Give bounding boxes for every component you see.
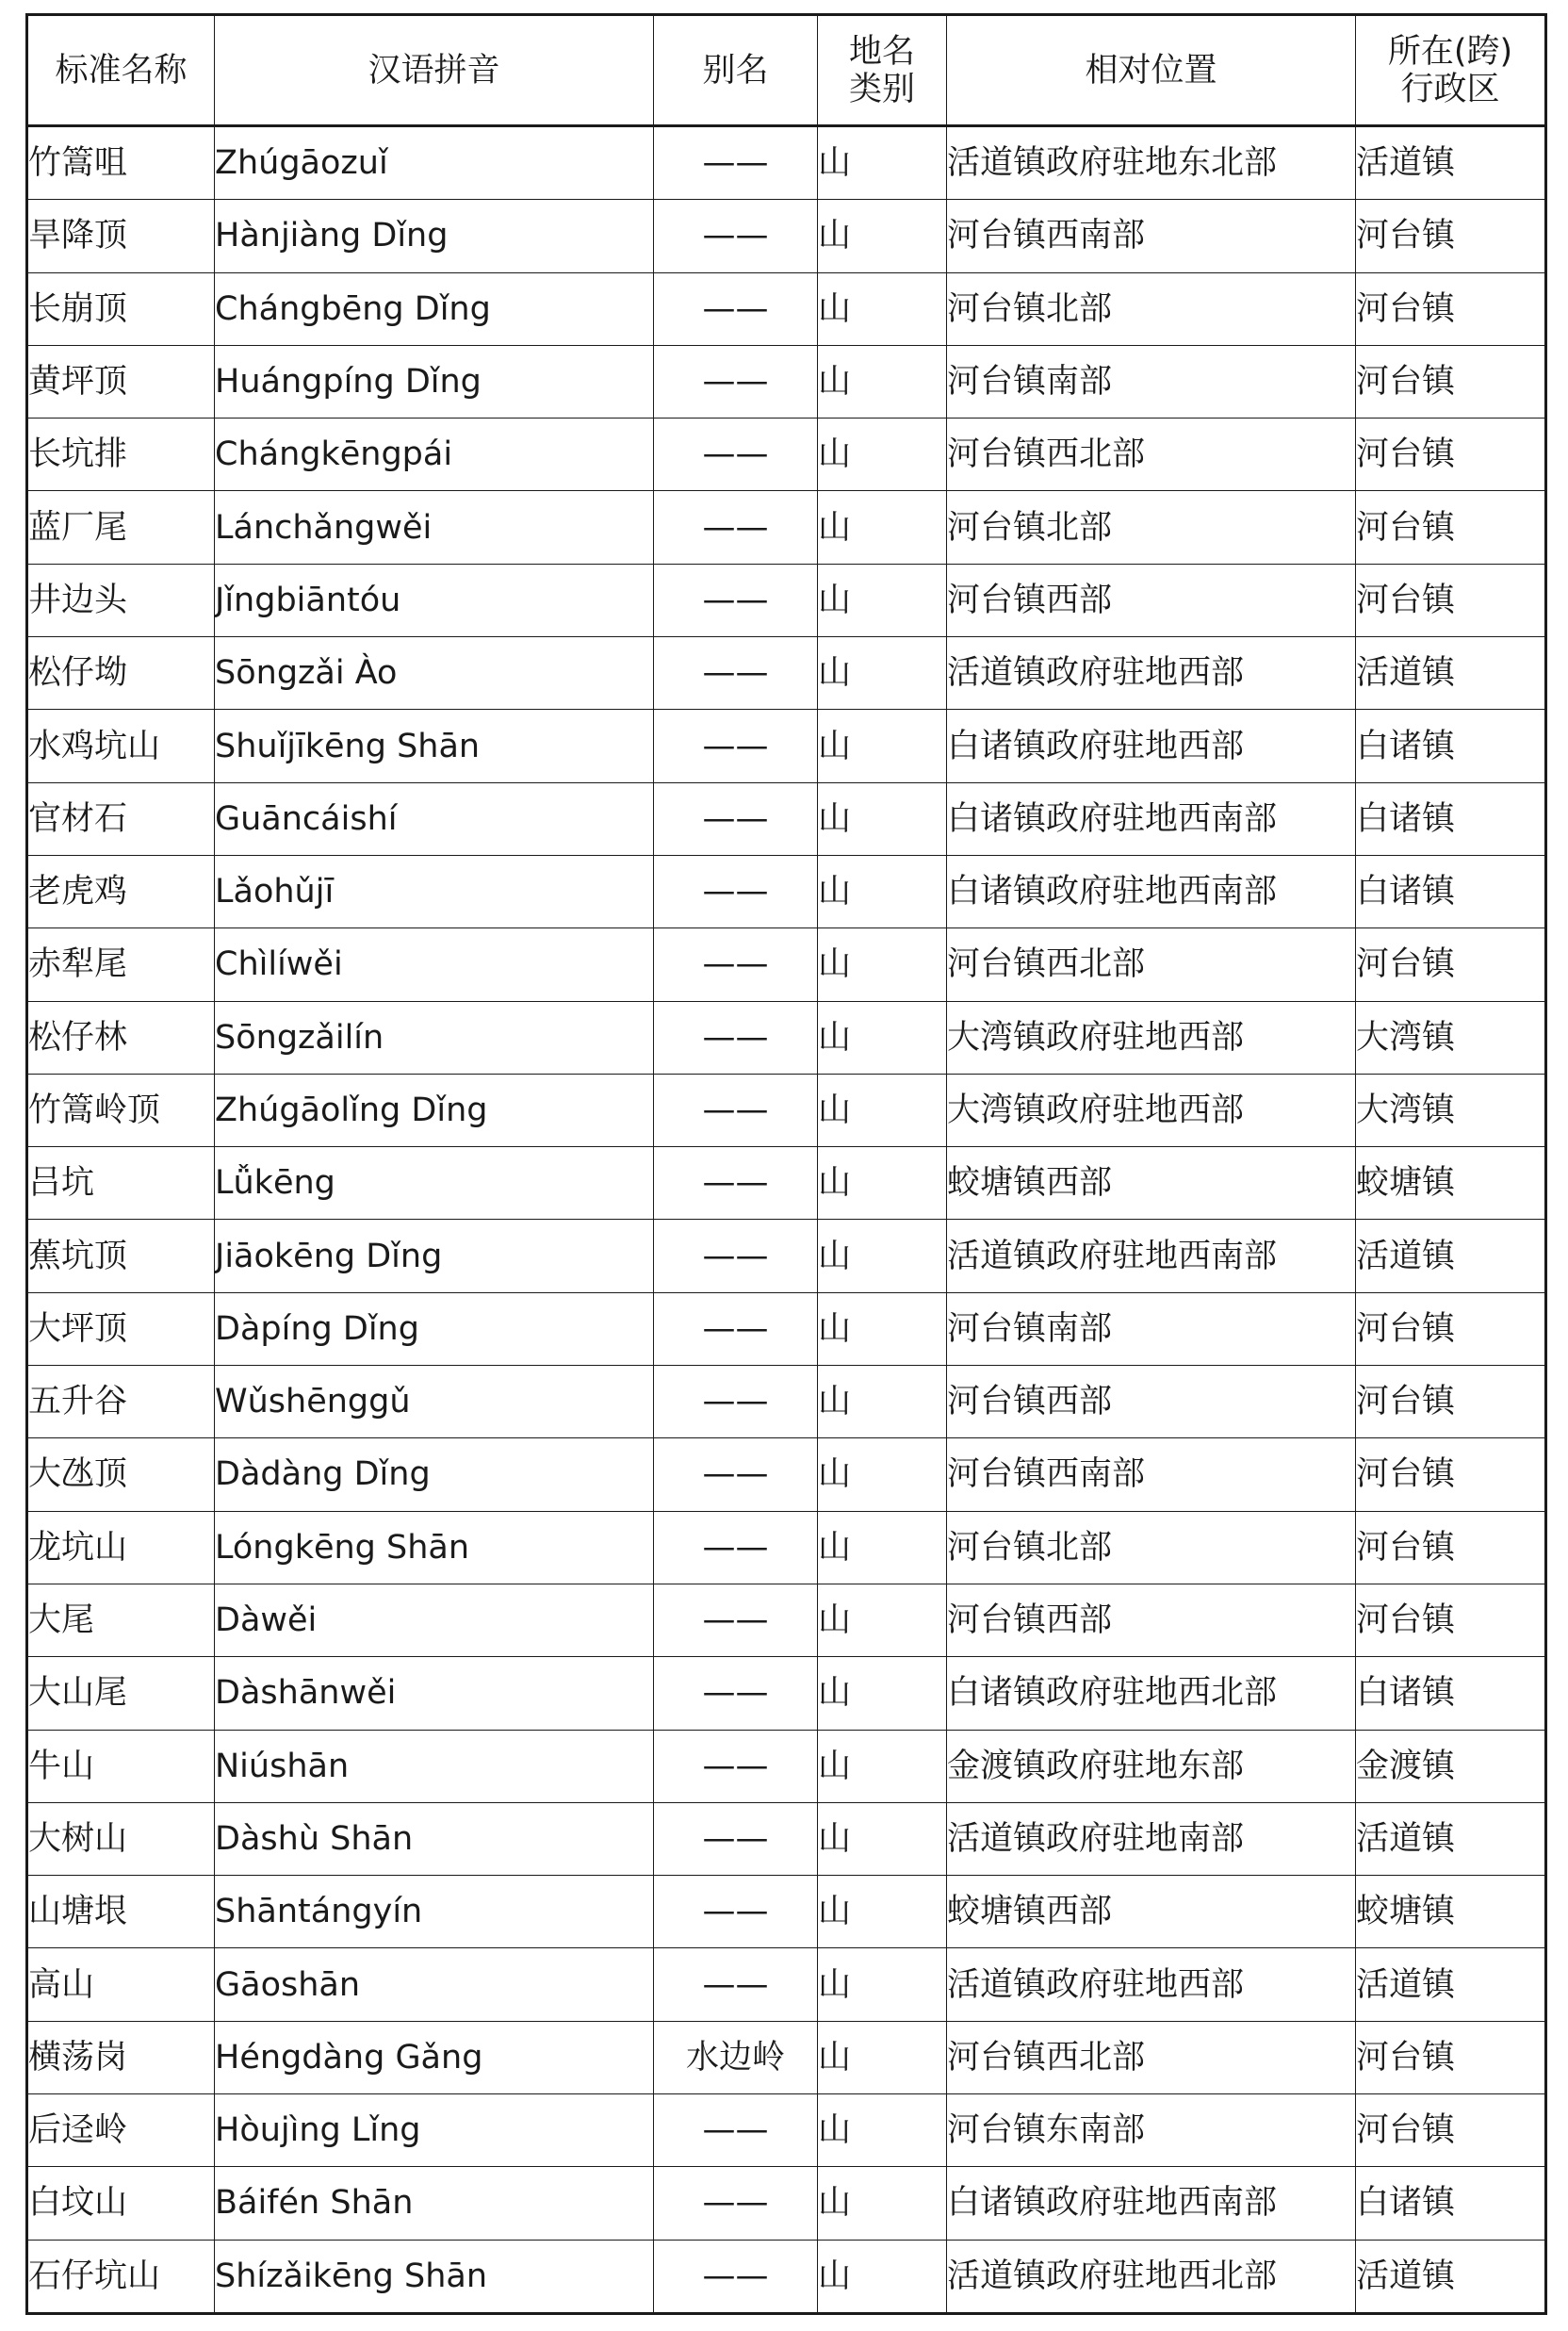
cell-alias: ——: [654, 1802, 818, 1875]
cell-standard-name: 大山尾: [27, 1657, 215, 1730]
table-row: [27, 782, 1546, 855]
cell-pinyin: Chángkēngpái: [215, 419, 654, 491]
cell-admin: 白诸镇: [1356, 782, 1546, 855]
header-pinyin: 汉语拼音: [215, 15, 654, 126]
cell-category: 山: [818, 1292, 947, 1365]
cell-pinyin: Sōngzǎi Ào: [215, 637, 654, 710]
cell-alias: ——: [654, 855, 818, 927]
cell-alias: ——: [654, 1001, 818, 1074]
cell-category: 山: [818, 855, 947, 927]
cell-standard-name: 水鸡坑山: [27, 710, 215, 782]
cell-location: 活道镇政府驻地南部: [947, 1802, 1356, 1875]
cell-admin: 河台镇: [1356, 491, 1546, 564]
table-row: [27, 1657, 1546, 1730]
table-row: [27, 491, 1546, 564]
table-body: [27, 126, 1546, 2314]
cell-admin: 河台镇: [1356, 1366, 1546, 1438]
cell-pinyin: Jiāokēng Dǐng: [215, 1220, 654, 1292]
cell-alias: ——: [654, 1584, 818, 1656]
cell-category: 山: [818, 782, 947, 855]
cell-location: 河台镇西部: [947, 1366, 1356, 1438]
table-row: [27, 1438, 1546, 1511]
table-row: [27, 855, 1546, 927]
table-row: [27, 1511, 1546, 1584]
cell-location: 河台镇西部: [947, 1584, 1356, 1656]
table-row: [27, 1366, 1546, 1438]
cell-location: 活道镇政府驻地西部: [947, 637, 1356, 710]
cell-alias: 水边岭: [654, 2021, 818, 2093]
cell-category: 山: [818, 2240, 947, 2313]
cell-admin: 河台镇: [1356, 1292, 1546, 1365]
table-row: [27, 564, 1546, 636]
header-category: [818, 15, 947, 126]
cell-admin: 河台镇: [1356, 200, 1546, 272]
cell-standard-name: 吕坑: [27, 1147, 215, 1220]
header-admin: [1356, 15, 1546, 126]
cell-alias: ——: [654, 1438, 818, 1511]
cell-alias: ——: [654, 419, 818, 491]
cell-category: 山: [818, 1001, 947, 1074]
cell-pinyin: Lóngkēng Shān: [215, 1511, 654, 1584]
cell-location: 河台镇南部: [947, 345, 1356, 418]
cell-admin: 大湾镇: [1356, 1001, 1546, 1074]
cell-standard-name: 龙坑山: [27, 1511, 215, 1584]
cell-pinyin: Lǎohǔjī: [215, 855, 654, 927]
cell-pinyin: Héngdàng Gǎng: [215, 2021, 654, 2093]
cell-category: 山: [818, 1948, 947, 2021]
cell-pinyin: Zhúgāolǐng Dǐng: [215, 1074, 654, 1146]
cell-category: 山: [818, 1147, 947, 1220]
table-row: [27, 1220, 1546, 1292]
cell-standard-name: 竹篙岭顶: [27, 1074, 215, 1146]
header-admin-line2: 行政区: [1400, 70, 1500, 108]
cell-category: 山: [818, 2021, 947, 2093]
cell-category: 山: [818, 126, 947, 200]
cell-category: 山: [818, 1657, 947, 1730]
cell-admin: 河台镇: [1356, 2094, 1546, 2167]
cell-location: 蛟塘镇西部: [947, 1147, 1356, 1220]
cell-alias: ——: [654, 2240, 818, 2313]
cell-alias: ——: [654, 200, 818, 272]
cell-location: 河台镇北部: [947, 272, 1356, 345]
cell-location: 活道镇政府驻地西南部: [947, 1220, 1356, 1292]
cell-standard-name: 蓝厂尾: [27, 491, 215, 564]
cell-pinyin: Hànjiàng Dǐng: [215, 200, 654, 272]
cell-category: 山: [818, 345, 947, 418]
cell-admin: 河台镇: [1356, 345, 1546, 418]
cell-standard-name: 官材石: [27, 782, 215, 855]
cell-category: 山: [818, 710, 947, 782]
table-row: [27, 1001, 1546, 1074]
cell-location: 河台镇西部: [947, 564, 1356, 636]
table-row: [27, 1802, 1546, 1875]
cell-location: 河台镇西北部: [947, 2021, 1356, 2093]
header-admin-line1: 所在(跨): [1387, 32, 1513, 71]
cell-alias: ——: [654, 1220, 818, 1292]
table-row: [27, 1292, 1546, 1365]
table-row: [27, 2167, 1546, 2240]
table-row: [27, 126, 1546, 200]
cell-pinyin: Dàwěi: [215, 1584, 654, 1656]
cell-admin: 河台镇: [1356, 1438, 1546, 1511]
cell-location: 白诸镇政府驻地西北部: [947, 1657, 1356, 1730]
cell-category: 山: [818, 564, 947, 636]
header-standard-name: 标准名称: [27, 15, 215, 126]
cell-pinyin: Huángpíng Dǐng: [215, 345, 654, 418]
cell-location: 金渡镇政府驻地东部: [947, 1730, 1356, 1802]
cell-location: 活道镇政府驻地西部: [947, 1948, 1356, 2021]
cell-admin: 白诸镇: [1356, 710, 1546, 782]
cell-standard-name: 竹篙咀: [27, 126, 215, 200]
cell-admin: 金渡镇: [1356, 1730, 1546, 1802]
cell-admin: 河台镇: [1356, 419, 1546, 491]
cell-standard-name: 大尾: [27, 1584, 215, 1656]
table-row: [27, 272, 1546, 345]
cell-alias: ——: [654, 1876, 818, 1948]
header-location: 相对位置: [947, 15, 1356, 126]
cell-standard-name: 五升谷: [27, 1366, 215, 1438]
cell-standard-name: 长崩顶: [27, 272, 215, 345]
cell-category: 山: [818, 2094, 947, 2167]
cell-category: 山: [818, 1584, 947, 1656]
cell-category: 山: [818, 1511, 947, 1584]
cell-standard-name: 大坪顶: [27, 1292, 215, 1365]
cell-location: 白诸镇政府驻地西南部: [947, 2167, 1356, 2240]
cell-pinyin: Gāoshān: [215, 1948, 654, 2021]
cell-admin: 白诸镇: [1356, 855, 1546, 927]
cell-category: 山: [818, 637, 947, 710]
cell-location: 白诸镇政府驻地西部: [947, 710, 1356, 782]
cell-category: 山: [818, 419, 947, 491]
cell-alias: ——: [654, 345, 818, 418]
cell-pinyin: Hòujìng Lǐng: [215, 2094, 654, 2167]
cell-category: 山: [818, 1802, 947, 1875]
cell-pinyin: Chìlíwěi: [215, 928, 654, 1001]
cell-location: 大湾镇政府驻地西部: [947, 1001, 1356, 1074]
cell-admin: 活道镇: [1356, 2240, 1546, 2313]
cell-category: 山: [818, 928, 947, 1001]
cell-pinyin: Dàshù Shān: [215, 1802, 654, 1875]
cell-pinyin: Chángbēng Dǐng: [215, 272, 654, 345]
cell-admin: 大湾镇: [1356, 1074, 1546, 1146]
cell-admin: 河台镇: [1356, 272, 1546, 345]
cell-pinyin: Shāntángyín: [215, 1876, 654, 1948]
cell-admin: 活道镇: [1356, 1948, 1546, 2021]
cell-location: 白诸镇政府驻地西南部: [947, 782, 1356, 855]
cell-location: 河台镇东南部: [947, 2094, 1356, 2167]
cell-alias: ——: [654, 1730, 818, 1802]
cell-alias: ——: [654, 2094, 818, 2167]
cell-pinyin: Dàdàng Dǐng: [215, 1438, 654, 1511]
table-row: [27, 1074, 1546, 1146]
cell-alias: ——: [654, 491, 818, 564]
cell-location: 河台镇北部: [947, 1511, 1356, 1584]
cell-admin: 河台镇: [1356, 2021, 1546, 2093]
cell-admin: 河台镇: [1356, 928, 1546, 1001]
cell-pinyin: Wǔshēnggǔ: [215, 1366, 654, 1438]
cell-standard-name: 大树山: [27, 1802, 215, 1875]
cell-location: 河台镇南部: [947, 1292, 1356, 1365]
header-category-line2: 类别: [848, 70, 915, 108]
cell-admin: 活道镇: [1356, 1802, 1546, 1875]
table-row: [27, 2094, 1546, 2167]
cell-location: 大湾镇政府驻地西部: [947, 1074, 1356, 1146]
cell-category: 山: [818, 1730, 947, 1802]
cell-standard-name: 松仔林: [27, 1001, 215, 1074]
cell-admin: 河台镇: [1356, 564, 1546, 636]
cell-pinyin: Niúshān: [215, 1730, 654, 1802]
cell-location: 河台镇西南部: [947, 200, 1356, 272]
cell-category: 山: [818, 1438, 947, 1511]
cell-category: 山: [818, 200, 947, 272]
table-row: [27, 1147, 1546, 1220]
cell-alias: ——: [654, 1511, 818, 1584]
cell-pinyin: Lánchǎngwěi: [215, 491, 654, 564]
cell-pinyin: Dàpíng Dǐng: [215, 1292, 654, 1365]
cell-alias: ——: [654, 272, 818, 345]
cell-standard-name: 长坑排: [27, 419, 215, 491]
table-row: [27, 2021, 1546, 2093]
cell-standard-name: 蕉坑顶: [27, 1220, 215, 1292]
cell-standard-name: 井边头: [27, 564, 215, 636]
table-row: [27, 637, 1546, 710]
cell-pinyin: Shuǐjīkēng Shān: [215, 710, 654, 782]
table-row: [27, 2240, 1546, 2313]
cell-location: 活道镇政府驻地西北部: [947, 2240, 1356, 2313]
cell-pinyin: Zhúgāozuǐ: [215, 126, 654, 200]
cell-standard-name: 大氹顶: [27, 1438, 215, 1511]
cell-admin: 河台镇: [1356, 1511, 1546, 1584]
table-header: [27, 15, 1546, 126]
table-row: [27, 1584, 1546, 1656]
cell-location: 河台镇北部: [947, 491, 1356, 564]
cell-category: 山: [818, 2167, 947, 2240]
cell-alias: ——: [654, 1948, 818, 2021]
cell-standard-name: 白坟山: [27, 2167, 215, 2240]
cell-standard-name: 牛山: [27, 1730, 215, 1802]
cell-alias: ——: [654, 710, 818, 782]
table-row: [27, 710, 1546, 782]
cell-standard-name: 石仔坑山: [27, 2240, 215, 2313]
cell-alias: ——: [654, 928, 818, 1001]
cell-standard-name: 老虎鸡: [27, 855, 215, 927]
cell-alias: ——: [654, 782, 818, 855]
cell-category: 山: [818, 1366, 947, 1438]
cell-alias: ——: [654, 1147, 818, 1220]
cell-pinyin: Jǐngbiāntóu: [215, 564, 654, 636]
table-row: [27, 1948, 1546, 2021]
cell-alias: ——: [654, 564, 818, 636]
cell-alias: ——: [654, 1657, 818, 1730]
header-alias: 别名: [654, 15, 818, 126]
cell-alias: ——: [654, 637, 818, 710]
table-row: [27, 345, 1546, 418]
cell-standard-name: 旱降顶: [27, 200, 215, 272]
table-row: [27, 928, 1546, 1001]
cell-pinyin: Lǚkēng: [215, 1147, 654, 1220]
cell-standard-name: 高山: [27, 1948, 215, 2021]
cell-standard-name: 山塘垠: [27, 1876, 215, 1948]
cell-alias: ——: [654, 126, 818, 200]
cell-standard-name: 赤犁尾: [27, 928, 215, 1001]
table-row: [27, 1876, 1546, 1948]
cell-standard-name: 后迳岭: [27, 2094, 215, 2167]
cell-pinyin: Shízǎikēng Shān: [215, 2240, 654, 2313]
cell-alias: ——: [654, 1292, 818, 1365]
cell-location: 河台镇西北部: [947, 419, 1356, 491]
place-name-table: [25, 13, 1547, 2315]
cell-admin: 活道镇: [1356, 637, 1546, 710]
cell-alias: ——: [654, 1366, 818, 1438]
cell-location: 白诸镇政府驻地西南部: [947, 855, 1356, 927]
cell-standard-name: 松仔坳: [27, 637, 215, 710]
header-row: [27, 15, 1546, 126]
cell-location: 蛟塘镇西部: [947, 1876, 1356, 1948]
cell-admin: 蛟塘镇: [1356, 1147, 1546, 1220]
cell-category: 山: [818, 272, 947, 345]
cell-admin: 白诸镇: [1356, 2167, 1546, 2240]
cell-category: 山: [818, 1074, 947, 1146]
cell-standard-name: 黄坪顶: [27, 345, 215, 418]
cell-category: 山: [818, 1220, 947, 1292]
cell-pinyin: Báifén Shān: [215, 2167, 654, 2240]
cell-category: 山: [818, 1876, 947, 1948]
header-category-line1: 地名: [848, 32, 915, 71]
cell-admin: 白诸镇: [1356, 1657, 1546, 1730]
table-row: [27, 1730, 1546, 1802]
cell-alias: ——: [654, 2167, 818, 2240]
cell-admin: 活道镇: [1356, 1220, 1546, 1292]
cell-location: 活道镇政府驻地东北部: [947, 126, 1356, 200]
table-row: [27, 419, 1546, 491]
cell-location: 河台镇西北部: [947, 928, 1356, 1001]
cell-alias: ——: [654, 1074, 818, 1146]
cell-location: 河台镇西南部: [947, 1438, 1356, 1511]
cell-pinyin: Dàshānwěi: [215, 1657, 654, 1730]
cell-admin: 河台镇: [1356, 1584, 1546, 1656]
cell-pinyin: Sōngzǎilín: [215, 1001, 654, 1074]
cell-admin: 蛟塘镇: [1356, 1876, 1546, 1948]
cell-admin: 活道镇: [1356, 126, 1546, 200]
cell-category: 山: [818, 491, 947, 564]
cell-standard-name: 横荡岗: [27, 2021, 215, 2093]
cell-pinyin: Guāncáishí: [215, 782, 654, 855]
table-row: [27, 200, 1546, 272]
